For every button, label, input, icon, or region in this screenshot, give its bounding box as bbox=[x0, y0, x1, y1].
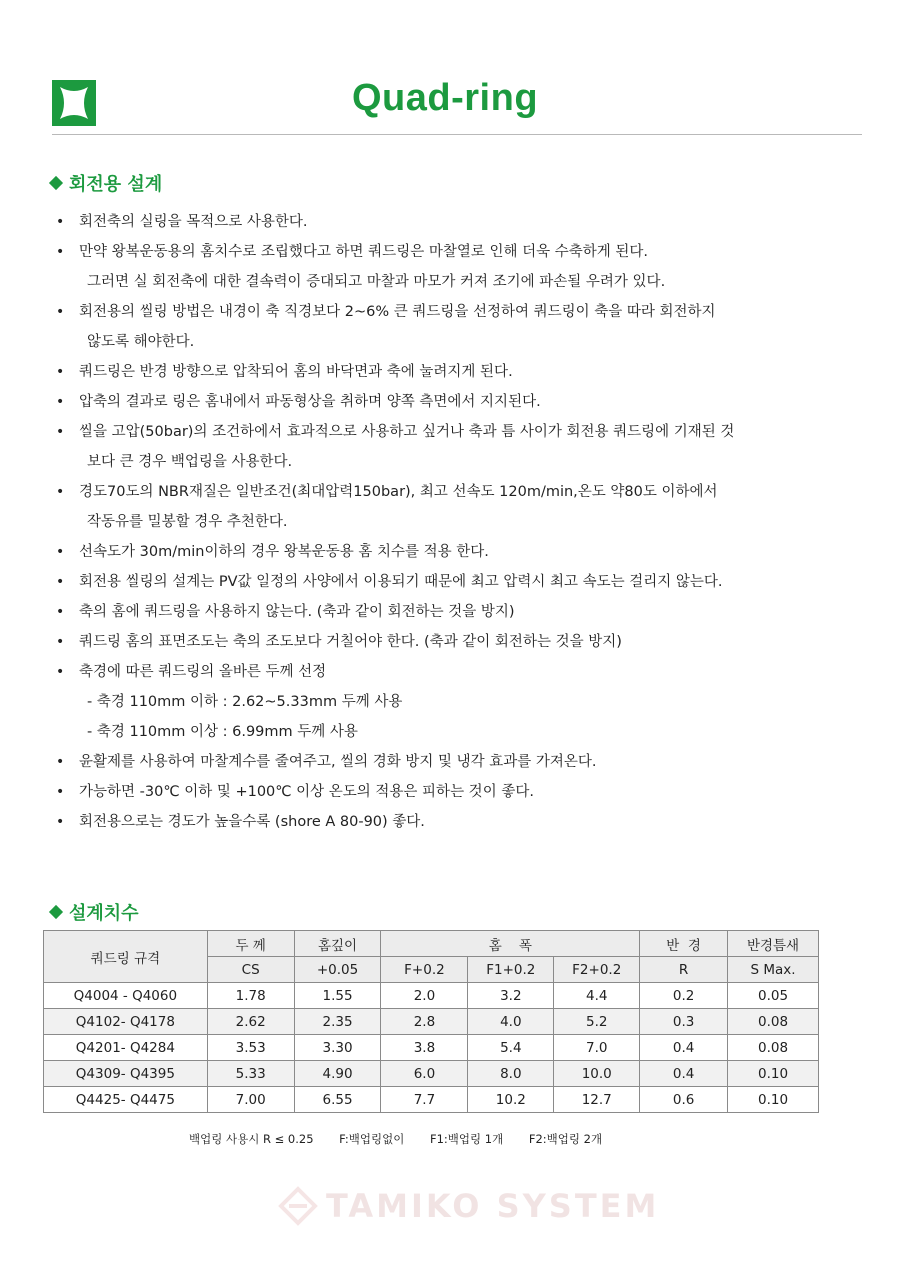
cell-spec: Q4201- Q4284 bbox=[44, 1035, 208, 1061]
list-item-continuation: 작동유를 밀봉할 경우 추천한다. bbox=[87, 514, 288, 530]
bullet-dot-icon: • bbox=[56, 754, 65, 770]
list-item-continuation: 그러면 실 회전축에 대한 결속력이 증대되고 마찰과 마모가 커져 조기에 파손될 우려가 있다. bbox=[87, 274, 666, 290]
bullet-dot-icon: • bbox=[56, 544, 65, 560]
table-cell: 2.62 bbox=[207, 1009, 294, 1035]
header-divider bbox=[52, 134, 862, 135]
bullet-dot-icon: • bbox=[56, 424, 65, 440]
table-cell: 4.4 bbox=[554, 983, 640, 1009]
table-cell: 3.53 bbox=[207, 1035, 294, 1061]
list-item-text: 윤활제를 사용하여 마찰계수를 줄여주고, 씰의 경화 방지 및 냉각 효과를 가져온다. bbox=[79, 754, 597, 770]
table-cell: 10.2 bbox=[468, 1087, 554, 1113]
list-item bbox=[52, 207, 852, 237]
list-item-text: 쿼드링은 반경 방향으로 압착되어 홈의 바닥면과 축에 눌려지게 된다. bbox=[79, 364, 513, 380]
section-heading-rotary bbox=[48, 170, 162, 196]
table-cell: 3.30 bbox=[294, 1035, 381, 1061]
cell-spec: Q4102- Q4178 bbox=[44, 1009, 208, 1035]
table-cell: 6.55 bbox=[294, 1087, 381, 1113]
table-cell: 0.4 bbox=[640, 1035, 728, 1061]
diamond-bullet-icon bbox=[49, 905, 63, 919]
col-header-gap: 반경틈새 bbox=[728, 931, 819, 957]
table-row bbox=[44, 983, 819, 1009]
list-item bbox=[52, 627, 852, 657]
watermark-text: TAMIKO SYSTEM bbox=[326, 1187, 660, 1225]
cell-spec: Q4425- Q4475 bbox=[44, 1087, 208, 1113]
list-item-text: 회전용의 씰링 방법은 내경이 축 직경보다 2~6% 큰 쿼드링을 선정하여 쿼드링이 축을 따라 회전하지 bbox=[79, 304, 716, 320]
list-item-continuation: 보다 큰 경우 백업링을 사용한다. bbox=[87, 454, 293, 470]
list-item bbox=[52, 477, 852, 537]
list-item-text: 선속도가 30m/min이하의 경우 왕복운동용 홈 치수를 적용 한다. bbox=[79, 544, 489, 560]
table-header-row bbox=[44, 931, 819, 957]
table-cell: 3.2 bbox=[468, 983, 554, 1009]
note-f: F:백업링없이 bbox=[339, 1132, 405, 1146]
cell-spec: Q4309- Q4395 bbox=[44, 1061, 208, 1087]
table-footnote bbox=[189, 1131, 624, 1147]
table-cell: 0.6 bbox=[640, 1087, 728, 1113]
table-cell: 7.00 bbox=[207, 1087, 294, 1113]
col-header-depth: 홈깊이 bbox=[294, 931, 381, 957]
list-item-text: 축경에 따른 쿼드링의 올바른 두께 선정 bbox=[79, 664, 327, 680]
watermark bbox=[278, 1186, 659, 1226]
subheader-f: F+0.2 bbox=[381, 957, 468, 983]
note-f2: F2:백업링 2개 bbox=[528, 1132, 603, 1146]
table-cell: 7.0 bbox=[554, 1035, 640, 1061]
list-item-text: 쿼드링 홈의 표면조도는 축의 조도보다 거칠어야 한다. (축과 같이 회전하는 것을 방지) bbox=[79, 634, 622, 650]
list-item-text: 회전용 씰링의 설계는 PV값 일정의 사양에서 이용되기 때문에 최고 압력시 최고 속도는 걸리지 않는다. bbox=[79, 574, 723, 590]
list-item bbox=[52, 597, 852, 627]
subheader-f1: F1+0.2 bbox=[468, 957, 554, 983]
table-cell: 2.35 bbox=[294, 1009, 381, 1035]
list-item-text: 압축의 결과로 링은 홈내에서 파동형상을 취하며 양쪽 측면에서 지지된다. bbox=[79, 394, 541, 410]
section-heading-rotary-text: 회전용 설계 bbox=[69, 174, 163, 195]
subheader-r: R bbox=[640, 957, 728, 983]
list-item-text: 회전용으로는 경도가 높을수록 (shore A 80-90) 좋다. bbox=[79, 814, 425, 830]
table-cell: 5.4 bbox=[468, 1035, 554, 1061]
rotary-design-list bbox=[52, 207, 852, 837]
bullet-dot-icon: • bbox=[56, 664, 65, 680]
list-item-text: 가능하면 -30℃ 이하 및 +100℃ 이상 온도의 적용은 피하는 것이 좋다. bbox=[79, 784, 534, 800]
subheader-smax: S Max. bbox=[728, 957, 819, 983]
list-item-continuation: 않도록 해야한다. bbox=[87, 334, 195, 350]
table-cell: 0.2 bbox=[640, 983, 728, 1009]
table-body bbox=[44, 983, 819, 1113]
table-cell: 0.3 bbox=[640, 1009, 728, 1035]
bullet-dot-icon: • bbox=[56, 604, 65, 620]
table-cell: 8.0 bbox=[468, 1061, 554, 1087]
table-row bbox=[44, 1009, 819, 1035]
subheader-depth-tol: +0.05 bbox=[294, 957, 381, 983]
list-item bbox=[52, 567, 852, 597]
subheader-f2: F2+0.2 bbox=[554, 957, 640, 983]
table-cell: 2.8 bbox=[381, 1009, 468, 1035]
table-cell: 3.8 bbox=[381, 1035, 468, 1061]
bullet-dot-icon: • bbox=[56, 814, 65, 830]
bullet-dot-icon: • bbox=[56, 214, 65, 230]
list-item bbox=[52, 417, 852, 477]
table-row bbox=[44, 1061, 819, 1087]
list-item bbox=[52, 297, 852, 357]
cell-spec: Q4004 - Q4060 bbox=[44, 983, 208, 1009]
list-item bbox=[52, 387, 852, 417]
list-item bbox=[52, 237, 852, 297]
col-header-spec: 쿼드링 규격 bbox=[44, 931, 208, 983]
table-cell: 5.2 bbox=[554, 1009, 640, 1035]
list-item bbox=[52, 807, 852, 837]
list-item bbox=[52, 537, 852, 567]
list-item bbox=[52, 747, 852, 777]
col-header-radius: 반 경 bbox=[640, 931, 728, 957]
diamond-bullet-icon bbox=[49, 176, 63, 190]
tamiko-logo-icon bbox=[278, 1186, 318, 1226]
list-item-text: 축의 홈에 쿼드링을 사용하지 않는다. (축과 같이 회전하는 것을 방지) bbox=[79, 604, 515, 620]
table-cell: 6.0 bbox=[381, 1061, 468, 1087]
bullet-dot-icon: • bbox=[56, 364, 65, 380]
table-cell: 0.10 bbox=[728, 1087, 819, 1113]
section-heading-dims bbox=[48, 899, 139, 925]
bullet-dot-icon: • bbox=[56, 304, 65, 320]
table-row bbox=[44, 1087, 819, 1113]
table-cell: 4.90 bbox=[294, 1061, 381, 1087]
list-item-text: 경도70도의 NBR재질은 일반조건(최대압력150bar), 최고 선속도 120m/min,온도 약80도 이하에서 bbox=[79, 484, 718, 500]
bullet-dot-icon: • bbox=[56, 574, 65, 590]
bullet-dot-icon: • bbox=[56, 784, 65, 800]
col-header-thickness: 두 께 bbox=[207, 931, 294, 957]
list-item-continuation: - 축경 110mm 이하 : 2.62~5.33mm 두께 사용 bbox=[87, 694, 403, 710]
table-cell: 0.05 bbox=[728, 983, 819, 1009]
note-backup-radius: 백업링 사용시 R ≤ 0.25 bbox=[189, 1132, 314, 1146]
table-cell: 0.4 bbox=[640, 1061, 728, 1087]
bullet-dot-icon: • bbox=[56, 244, 65, 260]
note-f1: F1:백업링 1개 bbox=[429, 1132, 504, 1146]
table-row bbox=[44, 1035, 819, 1061]
table-cell: 7.7 bbox=[381, 1087, 468, 1113]
bullet-dot-icon: • bbox=[56, 394, 65, 410]
bullet-dot-icon: • bbox=[56, 484, 65, 500]
table-cell: 0.08 bbox=[728, 1009, 819, 1035]
table-cell: 0.10 bbox=[728, 1061, 819, 1087]
subheader-cs: CS bbox=[207, 957, 294, 983]
quad-ring-logo-icon bbox=[52, 80, 96, 126]
table-cell: 12.7 bbox=[554, 1087, 640, 1113]
table-cell: 0.08 bbox=[728, 1035, 819, 1061]
col-header-width: 홈 폭 bbox=[381, 931, 640, 957]
design-dimensions-table bbox=[43, 930, 819, 1113]
table-cell: 1.55 bbox=[294, 983, 381, 1009]
list-item bbox=[52, 357, 852, 387]
table-cell: 1.78 bbox=[207, 983, 294, 1009]
list-item bbox=[52, 657, 852, 747]
table-cell: 5.33 bbox=[207, 1061, 294, 1087]
list-item bbox=[52, 777, 852, 807]
list-item-text: 회전축의 실링을 목적으로 사용한다. bbox=[79, 214, 308, 230]
list-item-text: 만약 왕복운동용의 홈치수로 조립했다고 하면 쿼드링은 마찰열로 인해 더욱 수축하게 된다. bbox=[79, 244, 648, 260]
page-title: Quad-ring bbox=[352, 77, 539, 119]
bullet-dot-icon: • bbox=[56, 634, 65, 650]
section-heading-dims-text: 설계치수 bbox=[69, 903, 139, 924]
table-cell: 4.0 bbox=[468, 1009, 554, 1035]
table-cell: 2.0 bbox=[381, 983, 468, 1009]
table-cell: 10.0 bbox=[554, 1061, 640, 1087]
list-item-text: 씰을 고압(50bar)의 조건하에서 효과적으로 사용하고 싶거나 축과 틈 사이가 회전용 쿼드링에 기재된 것 bbox=[79, 424, 735, 440]
list-item-continuation: - 축경 110mm 이상 : 6.99mm 두께 사용 bbox=[87, 724, 358, 740]
